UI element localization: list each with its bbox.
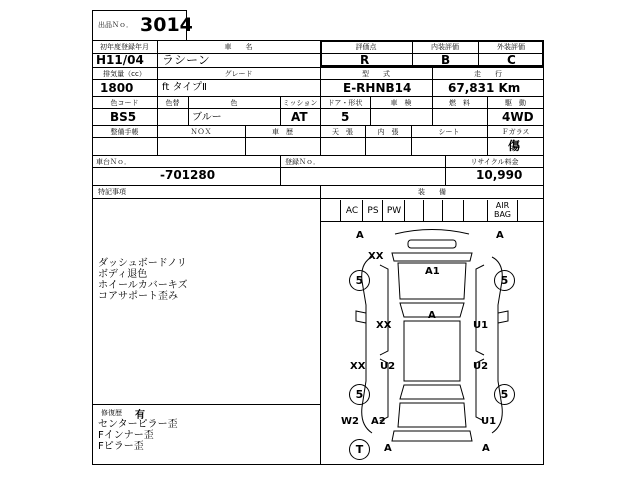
label-doors: ドア・形状	[327, 99, 363, 107]
grid-line	[92, 79, 544, 80]
repair-items-list	[98, 419, 178, 452]
label-special-notes: 特記事項	[98, 188, 126, 196]
lot-number-value: 3014	[140, 14, 193, 36]
equipment-pw: PW	[382, 200, 405, 221]
lot-number-label: 出品Ｎｏ．	[98, 21, 133, 29]
label-displacement: 排気量（cc）	[103, 70, 146, 78]
right-front-door-mark: U1	[473, 320, 489, 331]
label-color: 色	[230, 99, 238, 107]
label-grade: グレード	[224, 70, 253, 78]
value-chassis-number: -701280	[160, 168, 216, 182]
trunk-mark: T	[349, 439, 370, 460]
note-item: ボディ退色	[98, 269, 148, 280]
roof-mark: A	[428, 310, 436, 321]
left-rear-door-mark: U2	[380, 361, 396, 372]
rear-panel-outline	[398, 403, 466, 427]
label-maintenance-book: 整備手帳	[110, 128, 139, 136]
right-door-line	[476, 265, 484, 355]
value-front-glass: 傷	[508, 139, 521, 153]
left-sill-mark: XX	[350, 361, 366, 372]
front-left-wheel-mark: 5	[349, 270, 370, 291]
left-front-door-mark: XX	[376, 320, 392, 331]
rear-left-mark: A2	[371, 416, 386, 427]
car-damage-diagram	[320, 221, 544, 465]
value-year: H11/04	[96, 53, 144, 67]
left-quarter-mark: W2	[341, 416, 359, 427]
equipment-slot	[442, 200, 464, 221]
value-color-code: BS5	[110, 110, 137, 124]
value-displacement: 1800	[100, 81, 134, 95]
repair-item: Fピラー歪	[98, 441, 144, 452]
label-repair-history: 修復歴	[101, 409, 122, 417]
label-nox: ＮＯＸ	[190, 128, 212, 136]
rear-window-outline	[400, 385, 464, 399]
grid-line	[92, 67, 544, 68]
label-color-change: 色替	[165, 99, 180, 107]
value-color: ブルー	[192, 112, 222, 123]
front-right-wheel-mark: 5	[494, 270, 515, 291]
grid-line	[92, 108, 544, 109]
grid-line	[280, 155, 281, 185]
grid-line	[92, 125, 544, 126]
equipment-airbag: AIR BAG	[487, 200, 518, 221]
note-item: コアサポート歪み	[98, 291, 178, 302]
roof-outline	[404, 321, 460, 381]
value-grade: ft タイプⅡ	[162, 82, 207, 93]
label-seat: シート	[438, 128, 460, 136]
front-left-corner-mark: A	[356, 230, 364, 241]
note-item: ホイールカバーキズ	[98, 280, 188, 291]
note-item: ダッシュボードノリ	[98, 258, 187, 269]
grid-line	[92, 137, 544, 138]
label-year: 初年度登録年月	[100, 43, 149, 51]
value-score: R	[360, 53, 370, 67]
equipment-slot	[423, 200, 443, 221]
value-doors: 5	[341, 110, 350, 124]
rear-left-wheel-mark: 5	[349, 384, 370, 405]
repair-item: Fインナー歪	[98, 430, 154, 441]
front-bumper-outline	[395, 230, 469, 235]
rear-bumper-left-mark: A	[384, 443, 392, 454]
label-interior-grade: 内装評価	[431, 43, 459, 51]
label-car-history: 車 歴	[272, 128, 293, 136]
grid-line	[92, 404, 320, 405]
value-mileage: 67,831 Km	[448, 81, 521, 95]
value-exterior-grade: C	[507, 53, 516, 67]
label-equipment: 装 備	[418, 188, 446, 196]
label-drive: 駆 動	[505, 99, 526, 107]
label-color-code: 色コード	[110, 99, 139, 107]
value-repair-history: 有	[135, 410, 145, 421]
front-grille	[408, 240, 456, 248]
label-chassis-number: 車台Ｎｏ．	[96, 158, 131, 166]
value-interior-grade: B	[441, 53, 451, 67]
value-recycle-fee: 10,990	[476, 168, 523, 182]
rear-bumper-outline	[392, 431, 472, 441]
label-car-name: 車 名	[224, 43, 253, 51]
label-front-glass: Ｆガラス	[501, 128, 530, 136]
label-inspection: 車 検	[390, 99, 412, 107]
special-notes-list	[98, 258, 188, 302]
left-mirror	[356, 311, 366, 323]
label-interior-trim: 内 張	[377, 128, 399, 136]
equipment-slot	[463, 200, 488, 221]
grid-line	[92, 96, 544, 97]
label-recycle-fee: リサイクル料金	[470, 158, 519, 166]
repair-item: センターピラー歪	[98, 419, 178, 430]
value-car-name: ラシーン	[162, 53, 210, 67]
lot-number-box	[92, 10, 193, 40]
rear-right-wheel-mark: 5	[494, 384, 515, 405]
left-door-line	[380, 265, 388, 355]
right-mirror	[498, 311, 508, 323]
equipment-ac: AC	[340, 200, 363, 221]
label-score: 評価点	[355, 43, 377, 51]
grid-line	[92, 185, 544, 186]
right-rear-door-mark: U2	[473, 361, 489, 372]
front-right-corner-mark: A	[496, 230, 504, 241]
label-fuel: 燃 料	[449, 99, 470, 107]
label-model: 型 式	[362, 70, 390, 78]
front-left-wing-mark: XX	[368, 251, 384, 262]
label-exterior-grade: 外装評価	[497, 43, 525, 51]
equipment-slot	[404, 200, 424, 221]
grid-line	[92, 198, 544, 199]
label-transmission: ミッション	[282, 99, 318, 107]
front-panel-outline	[392, 253, 472, 261]
grid-line	[92, 155, 544, 156]
value-drive: 4WD	[502, 110, 534, 124]
hood-mark: A1	[425, 266, 440, 277]
label-headliner: 天 張	[332, 128, 353, 136]
rear-bumper-right-mark: A	[482, 443, 490, 454]
label-registration-number: 登録Ｎｏ．	[285, 158, 320, 166]
label-mileage: 走 行	[474, 70, 502, 78]
value-transmission: AT	[291, 110, 308, 124]
equipment-ps: PS	[362, 200, 383, 221]
value-model: E-RHNB14	[343, 81, 412, 95]
right-quarter-mark: U1	[481, 416, 497, 427]
